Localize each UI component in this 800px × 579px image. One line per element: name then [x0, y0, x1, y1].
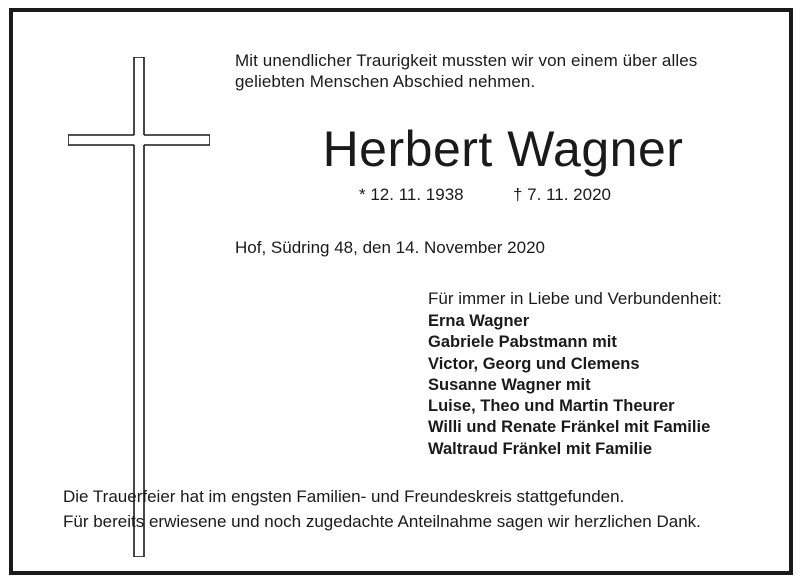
latin-cross-icon — [68, 57, 210, 557]
closing-line-2: Für bereits erwiesene und noch zugedachte Anteilnahme sagen wir herzlichen Dank. — [63, 512, 701, 531]
intro-text — [235, 50, 755, 92]
intro-line-1: Mit unendlicher Traurigkeit mussten wir von einem über alles — [235, 51, 698, 70]
mourner-name: Luise, Theo und Martin Theurer — [428, 397, 675, 416]
obituary-notice — [9, 8, 793, 575]
closing-line-1: Die Trauerfeier hat im engsten Familien- und Freundeskreis stattgefunden. — [63, 487, 625, 506]
mourner-name: Willi und Renate Fränkel mit Familie — [428, 418, 711, 437]
mourners-block — [428, 288, 788, 460]
mourner-name: Erna Wagner — [428, 312, 530, 330]
death-date: † 7. 11. 2020 — [513, 185, 611, 204]
birth-date: * 12. 11. 1938 — [359, 185, 464, 204]
closing-text — [63, 484, 783, 534]
place-and-date: Hof, Südring 48, den 14. November 2020 — [235, 238, 545, 257]
mourner-name: Gabriele Pabstmann mit — [428, 333, 617, 352]
mourners-intro: Für immer in Liebe und Verbundenheit: — [428, 289, 722, 308]
mourner-list — [428, 311, 788, 460]
mourner-name: Victor, Georg und Clemens — [428, 354, 640, 373]
mourner-name: Waltraud Fränkel mit Familie — [428, 439, 653, 458]
deceased-name: Herbert Wagner — [322, 121, 684, 177]
mourner-name: Susanne Wagner mit — [428, 375, 591, 394]
intro-line-2: geliebten Menschen Abschied nehmen. — [235, 72, 536, 91]
